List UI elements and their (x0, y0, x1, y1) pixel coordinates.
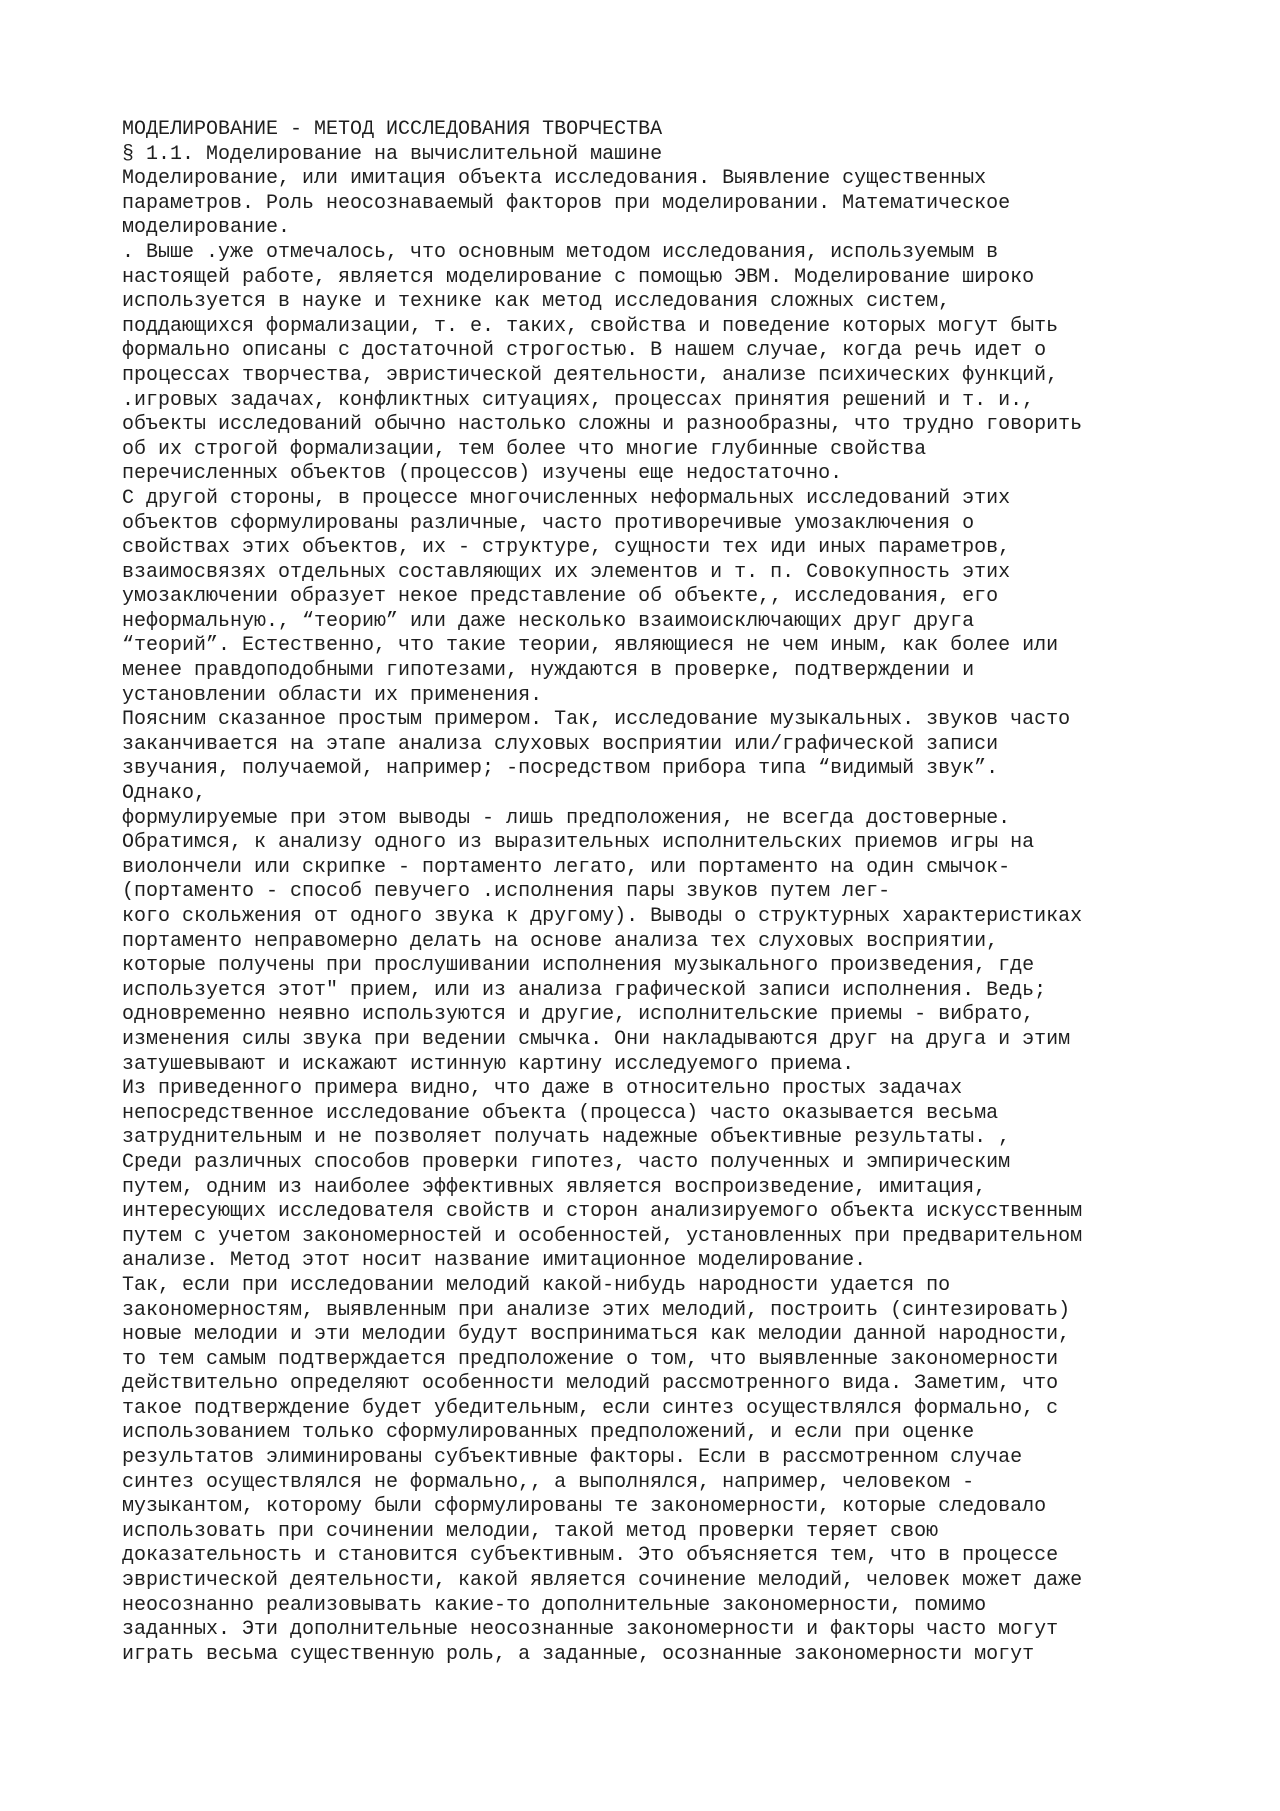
text-line: используется этот" прием, или из анализа графической записи исполнения. Ведь; (122, 978, 1047, 1002)
text-line: С другой стороны, в процессе многочисленных неформальных исследований этих (122, 486, 1011, 510)
text-line: Так, если при исследовании мелодий какой-нибудь народности удается по (122, 1273, 951, 1297)
text-line: . Выше .уже отмечалось, что основным методом исследования, используемым в (122, 240, 999, 264)
text-line: которые получены при прослушивании исполнения музыкального произведения, где (122, 954, 1035, 978)
text-line: звучания, получаемой, например; -посредством прибора типа “видимый звук”. (122, 757, 999, 781)
text-line: анализе. Метод этот носит название имитационное моделирование. (122, 1249, 867, 1273)
text-line: менее правдоподобными гипотезами, нуждаются в проверке, подтверждении и (122, 659, 975, 683)
text-line: свойствах этих объектов, их - структуре, сущности тех иди иных параметров, (122, 536, 1011, 560)
text-line: синтез осуществлялся не формально,, а выполнялся, например, человеком - (122, 1470, 975, 1494)
text-line: Из приведенного примера видно, что даже в относительно простых задачах (122, 1077, 963, 1101)
text-line: Поясним сказанное простым примером. Так, исследование музыкальных. звуков часто (122, 708, 1071, 732)
text-line: Однако, (122, 782, 207, 806)
text-line: использовать при сочинении мелодии, такой метод проверки теряет свою (122, 1519, 939, 1543)
text-line: портаменто неправомерно делать на основе анализа тех слуховых восприятии, (122, 929, 999, 953)
text-line: кого скольжения от одного звука к другому). Выводы о структурных характеристиках (122, 905, 1083, 928)
text-line: используется в науке и технике как метод исследования сложных систем, (122, 290, 951, 314)
text-line: заданных. Эти дополнительные неосознанные закономерности и факторы часто могут (122, 1618, 1059, 1642)
text-line: музыкантом, которому были сформулированы те закономерности, которые следовало (122, 1495, 1047, 1519)
text-line: путем с учетом закономерностей и особенностей, установленных при предварительном (122, 1224, 1083, 1248)
text-line: формулируемые при этом выводы - лишь предположения, не всегда достоверные. (122, 806, 1011, 830)
text-line: (портаменто - способ певучего .исполнения пары звуков путем лег- (122, 880, 891, 904)
text-line: действительно определяют особенности мелодий рассмотренного вида. Заметим, что (122, 1372, 1059, 1396)
text-line: взаимосвязях отдельных составляющих их элементов и т. п. Совокупность этих (122, 560, 1011, 584)
text-line: играть весьма существенную роль, а заданные, осознанные закономерности могут (122, 1642, 1035, 1666)
text-line: .игровых задачах, конфликтных ситуациях, процессах принятия решений и т. и., (122, 388, 1035, 412)
text-line: умозаключении образует некое представление об объекте,, исследования, его (122, 585, 999, 609)
text-line: установлении области их применения. (122, 683, 543, 707)
text-line: формально описаны с достаточной строгостью. В нашем случае, когда речь идет о (122, 339, 1047, 363)
text-line: затруднительным и не позволяет получать надежные объективные результаты. , (122, 1126, 1011, 1150)
text-line: доказательность и становится субъективным. Это объясняется тем, что в процессе (122, 1544, 1059, 1568)
text-line: путем, одним из наиболее эффективных является воспроизведение, имитация, (122, 1175, 987, 1199)
document-title: МОДЕЛИРОВАНИЕ - МЕТОД ИССЛЕДОВАНИЯ ТВОРЧЕСТВА (122, 118, 663, 141)
text-line: эвристической деятельности, какой является сочинение мелодий, человек может даже (122, 1569, 1083, 1593)
text-line: объектов сформулированы различные, часто противоречивые умозаключения о (122, 511, 975, 535)
text-line: виолончели или скрипке - портаменто легато, или портаменто на один смычок- (122, 855, 1011, 879)
text-line: Среди различных способов проверки гипотез, часто полученных и эмпирическим (122, 1150, 1011, 1174)
section-heading: § 1.1. Моделирование на вычислительной машине (122, 142, 663, 166)
text-line: одновременно неявно используются и другие, исполнительские приемы - вибрато, (122, 1003, 1035, 1027)
text-line: использованием только сформулированных предположений, и если при оценке (122, 1421, 975, 1445)
text-line: затушевывают и искажают истинную картину исследуемого приема. (122, 1052, 855, 1076)
text-line: моделирование. (122, 216, 291, 240)
document-page (122, 118, 1202, 1667)
text-line: результатов элиминированы субъективные факторы. Если в рассмотренном случае (122, 1446, 1023, 1470)
text-line: объекты исследований обычно настолько сложны и разнообразны, что трудно говорить (122, 413, 1083, 437)
text-line: такое подтверждение будет убедительным, если синтез осуществлялся формально, с (122, 1396, 1059, 1420)
text-line: неосознанно реализовывать какие-то дополнительные закономерности, помимо (122, 1593, 987, 1617)
text-line: Моделирование, или имитация объекта исследования. Выявление существенных (122, 167, 987, 191)
text-line: закономерностям, выявленным при анализе этих мелодий, построить (синтезировать) (122, 1298, 1071, 1322)
text-line: новые мелодии и эти мелодии будут восприниматься как мелодии данной народности, (122, 1323, 1071, 1347)
text-line: об их строгой формализации, тем более что многие глубинные свойства (122, 437, 927, 461)
text-line: заканчивается на этапе анализа слуховых восприятии или/графической записи (122, 732, 999, 756)
text-line: перечисленных объектов (процессов) изучены еще недостаточно. (122, 462, 843, 486)
text-line: поддающихся формализации, т. е. таких, свойства и поведение которых могут быть (122, 314, 1059, 338)
text-line: параметров. Роль неосознаваемый факторов при моделировании. Математическое (122, 191, 1011, 215)
text-line: процессах творчества, эвристической деятельности, анализе психических функций, (122, 363, 1059, 387)
text-line: неформальную., “теорию” или даже несколько взаимоисключающих друг друга (122, 609, 975, 633)
text-line: изменения силы звука при ведении смычка. Они накладываются друг на друга и этим (122, 1027, 1071, 1051)
text-line: “теорий”. Естественно, что такие теории, являющиеся не чем иным, как более или (122, 634, 1059, 658)
text-line: настоящей работе, является моделирование с помощью ЭВМ. Моделирование широко (122, 265, 1035, 289)
text-line: то тем самым подтверждается предположение о том, что выявленные закономерности (122, 1347, 1059, 1371)
text-line: интересующих исследователя свойств и сторон анализируемого объекта искусственным (122, 1200, 1083, 1224)
text-line: непосредственное исследование объекта (процесса) часто оказывается весьма (122, 1101, 999, 1125)
text-line: Обратимся, к анализу одного из выразительных исполнительских приемов игры на (122, 831, 1035, 855)
